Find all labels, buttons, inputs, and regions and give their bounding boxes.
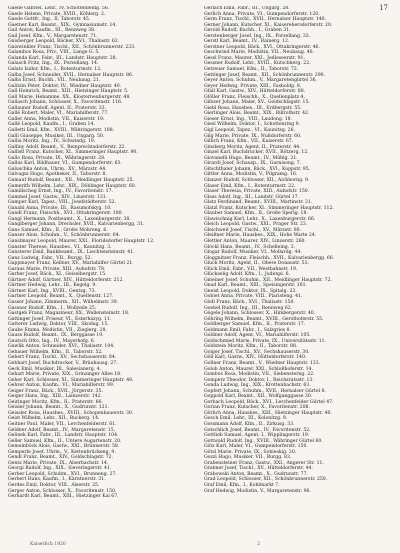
directory-entry: Gallo Rosa, Private, IX., Währingerstr. 28. [8, 155, 106, 161]
directory-entry: Gärtner Adolf, Gärtner, XIV., Hütteldorferstr. 212. [8, 277, 124, 283]
directory-entry: Georgi Rudolf, Ing., XIX., Sieveringerstr. 41. [8, 466, 112, 472]
directory-entry: Gebhart Josef, Buchdrucker, V., Bräuhausg. 27. [8, 361, 118, 366]
directory-entry: Gautsch Otto, Ing., IV., Mayerhofg. 6. [8, 338, 96, 344]
directory-entry: Ganslmayer Leopold, Maurer, XXI., Floridsdorfer Hauptstr. 12. [8, 238, 155, 244]
directory-entry: Göll Karl, Gastw., XIV., Hütteldorferstr. 140. [204, 355, 307, 361]
directory-entry: Gastgeb Franz, Magazineur, XX., Wallensteinstr. 18. [8, 311, 130, 317]
directory-entry: Galler Anna, Modistin, VII., Kaiserstr. 19. [8, 116, 105, 122]
directory-entry: Gleichweit Josef, Tischl., XV., Märzstr. 80. [204, 227, 302, 233]
directory-entry: Gasser Johann, Zimmerm., XII., Wilhelmstr. 39. [8, 299, 119, 305]
directory-entry: Grabowski Anton, Beamt., X., Gudrunstr. 77. [204, 471, 308, 477]
directory-entry: Garaus Marie, Private, XIII., Auhofstr. 78. [8, 266, 106, 272]
directory-entry: Gozzi Hugo, Musiker, VII., Burgg. 83. [204, 455, 292, 461]
directory-entry: Geissler Rosa, Hausbes., XVIII., Schopenhauerstr. 30. [8, 410, 134, 416]
directory-entry: Gangl Hermann, Postbeamt., X., Laxenburgerstr. 38. [8, 216, 131, 222]
directory-entry: Ginsberg Moritz, Agent, II., Praterstr. 44. [204, 144, 301, 150]
directory-entry: Glass Adolf, Ing., III., Landstr. Gürtel 17. [204, 194, 300, 200]
directory-entry: Gall Marie, Hebamme, XX., Klosterneuburgerstr. 48. [8, 94, 131, 100]
directory-entry: Goldschmied Marie, Private, IX., Universitätsstr. 11. [204, 338, 327, 344]
directory-entry: Ganahl Anna, Private, III., Rasumofskyg. 10. [8, 205, 112, 211]
directory-entry: Gendl Franz, Beamt., XIV., Goldschlagstr. 72. [8, 455, 114, 461]
directory-entry: Gottlieb Samuel, Agent, I., Wipplingerstr. 19. [204, 433, 310, 439]
directory-entry: Gorian Franz, Kutscher, X., Favoritenstr. 208. [204, 405, 310, 411]
directory-entry: Götzl Marie, Private, IX., Sobieskig. 20. [204, 449, 297, 455]
directory-entry: Galvagni Hugo, Apotheker, II., Taborstr. 8. [8, 172, 107, 178]
directory-entry: Glück Emil, Fabr., VII., Westbahnstr. 19. [204, 266, 298, 272]
directory-entry: Gieser Ernst, Ing., VIII., Laudong. 18. [204, 116, 293, 122]
directory-entry: Gall Heinrich, Beamt., XIII., Hietzinger Hauptstr. 5. [8, 89, 129, 95]
directory-entry: Geyer Hedwig, Private, XIII., Fasholdg. 8. [204, 83, 302, 89]
directory-entry: Gans Samuel, Kfm., II., Große Mohreng. 6. [8, 227, 108, 233]
directory-entry: Girardi Josef, Schausp., IX., Garnisong. 7. [204, 161, 302, 167]
directory-entry: Gallé Leopold, Kaufm., I., Graben 14. [8, 122, 95, 128]
directory-entry: Galhs Ernst, Buchh., VII., Neubaug. 21. [8, 78, 101, 84]
directory-entry: Galasch Fritz, Ing., IX., Porzellang. 14. [8, 61, 99, 67]
directory-entry: Gossmann Adolf, Kfm., II., Zirkusg. 33. [204, 422, 295, 428]
directory-entry: Germ Franz, Tischl., XVII., Hernalser Hauptstr. 140. [204, 17, 327, 23]
directory-entry: Gigl Leopold, Tapez., VI., Kaunitzg. 26. [204, 128, 295, 134]
directory-entry: Galambos Rosa, Priv., VIII., Lange G. 5. [8, 50, 100, 56]
directory-entry: Gögele Johann, Schlosser, X., Himbergerstr. 40. [204, 311, 316, 317]
directory-entry: Gibiser Johann, Maler, XV., Goldschlagstr. 15. [204, 100, 310, 106]
directory-entry: Ganglberger Johann, Drechsler, XVII., Kalvarienbergg. 31. [8, 222, 145, 228]
directory-entry: Gaisberger Leopold, Bäcker, XVI., Thaliastr. 62. [8, 39, 120, 45]
directory-entry: Goebel Rudolf, Ing., III., Rennweg 62. [204, 305, 293, 311]
directory-entry: Goldner Adolf, Agent, VI., Mariahilferstr. 105. [204, 333, 311, 339]
directory-entry: Gartner Leopold, Beamt., X., Quellenstr. 127. [8, 294, 114, 300]
directory-entry: Galitzin Peter, Doktor, IV., Wiedner Hauptstr. 40. [8, 83, 122, 89]
directory-entry: Gluck Moritz, Agent, II., Obere Donaustr. 53. [204, 261, 309, 267]
directory-entry: Glatzl Franz, Kutscher, XI., Simmeringer Hauptstr. 112. [204, 205, 334, 211]
directory-entry: Gaede Gabriel, Lehr., IV, Schottenfeldg. 56. [8, 6, 110, 11]
directory-entry: Geist Wilhelm, Lehr., XII., Ruckerg. 14. [8, 416, 100, 422]
directory-entry: Galanda Karl, Fabr., III., Landstr. Hauptstr. 28. [8, 55, 118, 61]
directory-entry: Gassner Rudolf, Kfm., I., Wollzeile 25. [8, 305, 97, 311]
directory-entry: Gandl Franz, Fleischh., XVI., Ottakringerstr. 180. [8, 211, 124, 217]
directory-entry: Gosch Emil, Lehr., III., Kolonitzg. 9. [204, 416, 288, 422]
directory-entry: Gärtner Hedwig, Lehr., III., Kegelg. 9. [8, 283, 97, 289]
directory-entry: Galatz Isidor, Kfm., I., Rotenturmstr. 12. [8, 67, 102, 73]
directory-entry: Gaede Helene, Private, XVIII., Köhlerg. 2. [8, 11, 106, 17]
directory-entry: Geck Emil, Musiker, III., Salesianerg. 4. [8, 366, 101, 372]
directory-entry: Gehrer Anton, Kaufm., VI., Mariahilferstr. 99. [8, 383, 115, 389]
directory-entry: Goldberger Samuel, Kfm., II., Praterstr. 17. [204, 322, 306, 328]
directory-entry: Glogar Rudolf, Musiker, VI., Mollardg. 44. [204, 250, 302, 256]
directory-entry: Gerhardt Karl, Beamt., XIII., Hietzinger Kai 67. [8, 494, 119, 500]
directory-entry: Giovanelli Hugo, Beamt., IV., Mühlg. 21. [204, 155, 298, 161]
directory-entry: Golger Josef, Tischl., XV., Sechshauserstr. 30. [204, 349, 310, 355]
directory-entry: Gehart Marie, Private, XIX., Grinzinger Allee 18. [8, 372, 122, 378]
directory-entry: Gerlach Emil, Fabr., III., Ungarg. 28. [204, 6, 290, 11]
directory-entry: Glettler Anton, Maurer, XIV., Linzerstr. 260. [204, 238, 306, 244]
directory-entry: Ganz Ludwig, Fabr., VII., Burgg. 52. [8, 255, 93, 261]
directory-entry: Gemperle Josef, Uhrm., V., Kettenbrückeng. 9. [8, 449, 116, 455]
directory-entry: Gerstner Leopold, Bäck., XVI., Ottakringerstr. 46. [204, 44, 320, 50]
directory-entry: Gollner Franz, Beamt., V., Wiedner Hauptstr. 133. [204, 361, 321, 366]
directory-entry: Gallus Karl, Bildhauer, VI., Gumpendorferstr. 63. [8, 161, 122, 167]
directory-entry: Gödl Franz, Bäck., XVI., Thaliastr. 150. [204, 299, 295, 305]
directory-entry: Görlich Anna, Hausbes., XIII., Hietzinger Hauptstr. 40. [204, 410, 332, 416]
directory-entry: Gerold Rudolf, Buchh., I., Graben 31. [204, 28, 291, 34]
directory-entry: Gessner Rudolf, Lehr., XVIII., Kutschkerg. 22. [204, 61, 311, 67]
directory-entry: Geiger Hans, Ing., XIII., Lainzerstr. 142. [8, 394, 102, 400]
directory-entry: Gallé Robert, Maler, VI., Mariahilferstr. 77. [8, 111, 109, 117]
directory-entry: Glanzer Rudolf, Schlosser, XII., Aichhorng. 9. [204, 177, 310, 183]
directory-entry: Gentz Marie, Private, IX., Alserbachstr. 14. [8, 460, 109, 466]
directory-entry: Gail Josef, Kfm., V., Margaretenstr. 71. [8, 33, 98, 39]
directory-entry: Gobiet Anna, Private, VIII., Piaristeng. 41. [204, 294, 303, 300]
directory-entry: Gilg Marie, Private, IX., Nußdorferstr. 60. [204, 133, 302, 139]
directory-entry: Ganser Alois, Schuhm., V., Schönbrunnerstr. 64. [8, 233, 121, 239]
directory-entry: Grad Leopold, Schlosser, XII., Schönbrunnerstr. 250. [204, 477, 328, 483]
directory-entry: Gaede Gottfr., Ing., II, Taborstr. 45. [8, 17, 91, 23]
directory-entry: Giebl Rosa, Hausbes., III., Erdbergstr. 55. [204, 105, 302, 111]
directory-entry: Gaetner Karl, Beamt., XIX., Gymnasiumstr. 14. [8, 22, 117, 28]
directory-entry: Geiringer Moritz, Kfm., II., Praterstr. 66. [8, 399, 103, 405]
directory-entry: Glauber Samuel, Kfm., II., Große Sperlg. 18. [204, 211, 308, 217]
directory-entry: Gamauf Rudolf, Beamt., XII., Meidlinger Hauptstr. 25. [8, 177, 135, 183]
directory-entry: Glawischnig Karl, Lehr., X., Laxenburgerstr. 66. [204, 216, 316, 222]
directory-entry: Gamper Karl, Tapez., VIII., Josefstädterstr. 52. [8, 200, 117, 206]
directory-column-right [204, 6, 392, 542]
directory-entry: Gfall Karl, Gastw., XIV., Hütteldorferstr. 88. [204, 89, 306, 95]
directory-entry: Gallauner Rudolf, Agent, II., Praterstr. 33. [8, 105, 107, 111]
directory-entry: Garber Josef, Bäck., XI., Geiselbergstr. 15. [8, 272, 107, 278]
directory-entry: Glückselig Adolf, Kfm., I., Judenpl. 6. [204, 272, 291, 278]
directory-entry: Gerber Leopold, Schuhm., XVI., Brunneng. 27. [8, 471, 117, 477]
directory-entry: Golob Anton, Maurer, XXI., Schloßhoferstr. 14. [204, 366, 313, 372]
directory-entry: Gierlinger Alois, Beamt., XIX., Billrothstr. 42. [204, 111, 310, 117]
directory-entry: Gallasch Johann, Schlosser, X., Favoritenstr. 116. [8, 100, 123, 106]
directory-entry: Geitner Paul, Maler, VII., Lerchenfelderstr. 61. [8, 422, 117, 428]
directory-entry: Gillich Franz, Kfm., VII., Kaiserstr. 67. [204, 139, 294, 145]
directory-entry: Gärtner Karl, Ing., XVIII., Gentzg. 73. [8, 288, 96, 294]
directory-entry: Gatterer Ludwig, Doktor, VIII., Skodag. 15. [8, 322, 109, 328]
directory-column-left [8, 6, 196, 542]
directory-entry: Gebert Franz, Tischl., XV., Sechshauserstr. 84. [8, 355, 117, 361]
directory-entry: Gotschlich Josef, Beamt., IV., Favoritenstr. 52. [204, 427, 311, 433]
directory-entry: Geller Samuel, Kfm., II., Untere Augartenstr. 20. [8, 438, 122, 444]
page-number: 17 [379, 4, 388, 12]
directory-entry: Ganster Therese, Hausbes., VI., Kaunitzg. 3. [8, 244, 112, 250]
page-footer: Kaiserlich 1920 [30, 542, 66, 547]
directory-entry: Ginzel Karl, Buchdrucker, XVII., Rötzerg. 12. [204, 150, 309, 156]
directory-entry: Grabensteiner Franz, Gastw., XXI., Angerer Str. 11. [204, 460, 324, 466]
directory-entry: Geisler Johann, Beamt., X., Gudrunstr. 121. [8, 405, 109, 411]
directory-entry: Gaube Emma, Modistin, VII., Zieglerg. 28. [8, 327, 107, 333]
directory-entry: Galli Giuseppe, Musiker, III., Ungarg. 50. [8, 133, 105, 139]
directory-entry: Galuschka Anton, Uhrm., XV., Märzstr. 44. [8, 166, 107, 172]
directory-entry: Grabner Josef, Tischl., XV., Hütteldorferstr. 44. [204, 466, 313, 472]
directory-entry: Gerstl Karl, Beamt., IV., Rainerg. 12. [204, 39, 290, 45]
directory-entry: Gessl Franz, Maurer, XXI., Jedleseerstr. 91. [204, 55, 305, 61]
directory-entry: Gallistl Franz, Kutscher, XI., Simmeringer Hauptstr. 90. [8, 150, 138, 156]
directory-entry: Gneist Leopold, Doktor, IX., Spitalg. 23. [204, 288, 297, 294]
directory-entry: Gettinger Josef, Beamt., XII., Schönbrunnerstr. 290. [204, 72, 326, 78]
directory-entry: Gottwald Rudolf, Ing., XVIII., Währinger Gürtel 60. [204, 438, 323, 444]
directory-entry: Gelinek Karl, Fabr., III., Landstr. Hauptstr. 104. [8, 433, 119, 439]
directory-entry: Geldner Adolf, Beamt., IV., Margaretenstr. 15. [8, 427, 116, 433]
directory-entry: Graf Hedwig, Modistin, V., Margaretenstr. 96. [204, 488, 311, 494]
directory-entry: Gleißner Marie, Hausbes., XIX., Hohe Warte 24. [204, 233, 317, 239]
directory-entry: Gombos Rosa, Modistin, VII., Siebensterng. 22. [204, 372, 315, 378]
directory-entry: Gebauer Wilhelm, Kfm., II., Taborstr. 52. [8, 349, 103, 355]
directory-entry: Gloggnitzer Franz, Fleischh., XVII., Kalvarienbergg. 66. [204, 255, 335, 261]
directory-entry: Gaiswinkler Franz, Tischl., XII., Schönbrunnerstr. 233. [8, 44, 136, 50]
directory-entry: Gerlich Anna, Private, VI., Gumpendorferstr. 120. [204, 11, 320, 17]
directory-entry: Gitschthaler Johann, Bäck., XVI., Koppstr. 95. [204, 166, 311, 172]
directory-entry: Goldstein Moritz, Kfm., II., Taborstr. 88. [204, 344, 298, 350]
directory-entry: Gerdes Emil, Doktor, VIII., Alserstr. 25. [8, 483, 100, 489]
directory-entry: Gauss Rudolf, Beamt., IX., Berggasse 19. [8, 333, 104, 339]
directory-entry: Gittler Anna, Modistin, V., Pilgramg. 16. [204, 172, 298, 178]
directory-entry: Göhring Wilhelm, Beamt., XVIII., Gersthoferstr. 55. [204, 316, 324, 322]
directory-entry: Gamerith Wilhelm, Lehr., XIX., Döblinger Hauptstr. 60. [8, 183, 137, 189]
directory-entry: Graf Emil, Kfm., I., Kohlmarkt 7. [204, 483, 280, 489]
directory-entry: Gerstenberger Josef, Ing., IX., Porzellang. 33. [204, 33, 311, 39]
directory-entry: Gonda Ludwig, Ing., XIX., Krottenbachstr. 63. [204, 383, 311, 389]
directory-entry: Goppold Karl, Beamt., XII., Wolfganggasse 30. [204, 394, 313, 400]
directory-entry: Gail Anton, Kaufm., III., Rennweg 38. [8, 28, 96, 34]
directory-entry: Geyer Anton, Schuhm., V., Margaretengürtel 36. [204, 78, 318, 84]
directory-entry: Geher Karl, Schlosser, XI., Simmeringer Hauptstr. 48. [8, 377, 134, 383]
directory-entry: Gerner Johann, Kutscher, XI., Kaiserebersdorferstr. 20. [204, 22, 333, 28]
directory-entry: Geiger Franz, Bäck., XVII., Jörgerstr. 35. [8, 388, 103, 394]
directory-entry: Gamillscheg Ernst, Ing., IV., Favoritenstr. 17. [8, 189, 113, 195]
directory-entry: Gawlik Anton, Schneider, XVI., Thaliastr. 104. [8, 344, 115, 350]
directory-entry: Gerbert Hans, Kaufm., I., Kärntnerstr. 31. [8, 477, 106, 483]
directory-entry: Glatz Ferdinand, Beamt., XVIII., Martinstr. 31. [204, 200, 313, 206]
directory-entry: Goldmann Emil, Fabr., I., Salzgries 8. [204, 327, 292, 333]
directory-entry: Glöckl Hans, Beamt., IV., Schelleing. 3. [204, 244, 296, 250]
directory-entry: Gmeiner Josef, Schuhm., XII., Meidlinger Hauptstr. 72. [204, 277, 332, 283]
directory-entry: Gnad Karl, Beamt., XIII., Speisingerstr. 101. [204, 283, 307, 289]
directory-columns [8, 6, 392, 542]
directory-entry: Giesl Wilhelm, Doktor, I., Schottenring 9. [204, 122, 301, 128]
directory-entry: Galliny Adolf, Beamt., V., Reinprechtsdorferstr. 22. [8, 144, 126, 150]
directory-entry: Gleich Leopold, Gastw., XXI., Prager Str. 23. [204, 222, 308, 228]
directory-entry: Getreuer Samuel, Kfm., II., Taborstr. 73. [204, 67, 299, 73]
directory-entry: Glaser Theresia, Private, XIII., Auhofstr. 150. [204, 189, 310, 195]
directory-entry: Galba Josef, Schneider, XVII., Hernalser Hauptstr. 86. [8, 72, 134, 78]
directory-entry: Geschwind Marie, Modistin, VII., Neubaug. 40. [204, 50, 315, 56]
directory-entry: Gerger Anton, Schlosser, X., Favoritenstr. 150. [8, 488, 117, 494]
directory-entry: Gammel Josef, Gastw., XIV., Linzerstr. 131. [8, 194, 108, 200]
directory-entry: Gomperz Theodor, Doktor, I., Reichsratsstr. 13. [204, 377, 314, 383]
directory-entry: Gallia Moritz, Ing., IV., Schwindg. 19. [8, 139, 96, 145]
directory-entry: Galletti Emil, Kfm., XVIII., Währingerstr. 108. [8, 128, 115, 134]
directory-entry: Gföller Franz, Fleischh., X., Quellenplatz 4. [204, 94, 305, 100]
page-folio: 2 [257, 542, 260, 547]
directory-entry: Gansterer Emil, Bankbeamt., IX., Liechtensteinstr. 41. [8, 250, 135, 256]
directory-entry: Glaser Emil, Kfm., I., Rotenturmstr. 22. [204, 183, 296, 189]
directory-entry: Götz Karl, Maler, VI., Gumpendorferstr. 150. [204, 444, 308, 450]
directory-entry: Gorbach Leopold, Bäck., XVI., Lerchenfelder Gürtel 47. [204, 399, 334, 405]
directory-entry: Gappmayer Franz, Kellner, XV., Mariahilfer Gürtel 21. [8, 261, 134, 267]
directory-entry: Gopfert Johann, Schuhm., XVII., Hernalser Gürtel 8. [204, 388, 326, 394]
directory-entry: Gemeinböck Alois, Gastw., XXI., Brünnerstr. 58. [8, 444, 120, 450]
directory-entry: Gattinger Josef, Friseur, VI., Esterházyg. 11. [8, 316, 112, 322]
